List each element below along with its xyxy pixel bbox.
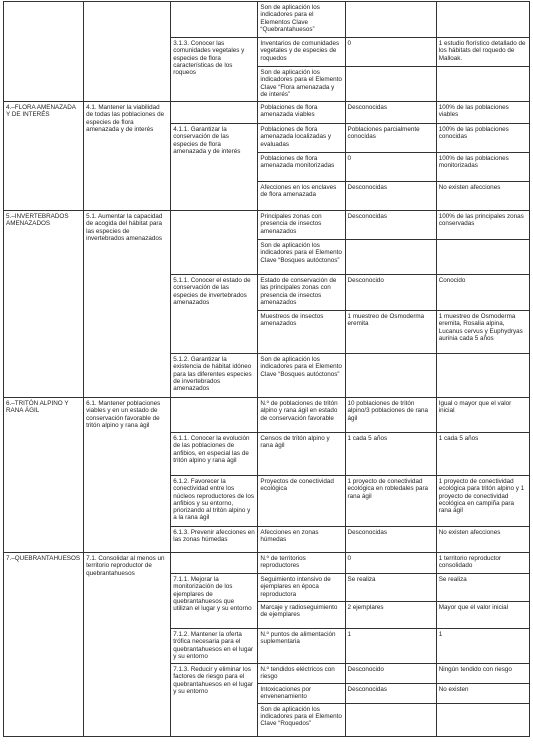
indicator-cell: Principales zonas con presencia de insectos amenazados [258,211,345,240]
action-cell [171,102,258,124]
target-value-cell [436,354,529,398]
initial-value-cell: Desconocidas [345,102,436,124]
action-cell [171,211,258,275]
target-value-cell: Se realiza [436,574,529,602]
action-cell: 5.1.2. Garantizar la existencia de hábitat idóneo para las diferentes especies de invertebrados amenazados [171,354,258,398]
action-cell [171,553,258,574]
action-cell: 7.1.3. Reducir y eliminar los factores de riesgo para el quebrantahuesos en el lugar y su entorno [171,664,258,737]
target-value-cell: No existen afecciones [436,527,529,553]
target-value-cell [436,703,529,736]
target-value-cell: Ningún tendido con riesgo [436,664,529,684]
initial-value-cell: Se realiza [345,574,436,602]
target-value-cell [436,240,529,275]
indicator-cell: Poblaciones de flora amenazada viables [258,102,345,124]
action-cell: 6.1.1. Conocer la evolución de las poblaciones de anfibios, en especial las de tritón alpino y rana ágil [171,433,258,476]
target-value-cell: 1 proyecto de conectividad ecológica para tritón alpino y 1 proyecto de conectividad ecológica en campiña para rana ágil [436,476,529,527]
initial-value-cell [345,703,436,736]
initial-value-cell [345,354,436,398]
target-value-cell: 1 [436,629,529,664]
indicator-cell: Afecciones en zonas húmedas [258,527,345,553]
initial-value-cell: 0 [345,553,436,574]
indicator-cell: Censos de tritón alpino y rana ágil [258,433,345,476]
target-value-cell: Conocido [436,275,529,311]
target-value-cell: 1 muestreo de Osmoderma eremita, Rosalia alpina, Lucanus cervus y Euphydryas aurinia cada 5 años [436,311,529,354]
target-value-cell: 1 estudio florístico detallado de los hábitats del roquedo de Malloak. [436,38,529,67]
indicator-cell: Son de aplicación los indicadores para el Elemento Clave “Bosques autóctonos” [258,240,345,275]
element-cell: 4.–FLORA AMENAZADA Y DE INTERÉS [4,102,84,211]
objective-cell: 6.1. Mantener poblaciones viables y en un estado de conservación favorable de tritón alpino y rana ágil [84,398,171,553]
element-cell: 6.–TRITÓN ALPINO Y RANA ÁGIL [4,398,84,553]
target-value-cell: 1 cada 5 años [436,433,529,476]
initial-value-cell: 2 ejemplares [345,602,436,629]
initial-value-cell: 0 [345,153,436,182]
initial-value-cell: 1 muestreo de Osmoderma eremita [345,311,436,354]
initial-value-cell: Poblaciones parcialmente conocidas [345,124,436,153]
target-value-cell [436,2,529,38]
target-value-cell: 100% de las poblaciones conocidas [436,124,529,153]
initial-value-cell [345,240,436,275]
indicator-cell: Inventarios de comunidades vegetales y de especies de roquedos [258,38,345,67]
indicator-cell: N.º tendidos eléctricos con riesgo [258,664,345,684]
indicator-cell: Son de aplicación los indicadores para el Elementos Clave “Quebrantahuesos” [258,2,345,38]
indicator-cell: Poblaciones de flora amenazada localizadas y evaluadas [258,124,345,153]
indicator-cell: Seguimiento intensivo de ejemplares en época reproductora [258,574,345,602]
objective-cell: 4.1. Mantener la viabilidad de todas las poblaciones de especies de flora amenazada y de interés [84,102,171,211]
target-value-cell: No existen afecciones [436,182,529,211]
indicator-cell: Intoxicaciones por envenenamiento [258,683,345,703]
initial-value-cell: 1 cada 5 años [345,433,436,476]
indicator-cell: N.º puntos de alimentación suplementaria [258,629,345,664]
initial-value-cell: Desconocido [345,664,436,684]
indicator-cell: N.º de poblaciones de tritón alpino y rana ágil en estado de conservación favorable [258,398,345,433]
action-cell: 4.1.1. Garantizar la conservación de las especies de flora amenazada y de interés [171,124,258,211]
action-cell: 6.1.3. Prevenir afecciones en las zonas húmedas [171,527,258,553]
action-cell: 3.1.3. Conocer las comunidades vegetales y especies de flora características de los roqueos [171,38,258,102]
initial-value-cell: Desconocidas [345,211,436,240]
element-cell [4,2,84,102]
objective-cell: 7.1. Consolidar al menos un territorio reproductor de quebrantahuesos [84,553,171,737]
table-row [4,2,530,38]
table-row [4,211,530,240]
initial-value-cell [345,67,436,102]
indicator-cell: Poblaciones de flora amenazada monitorizadas [258,153,345,182]
action-cell [171,2,258,38]
target-value-cell [436,67,529,102]
indicator-cell: N.º de territorios reproductores [258,553,345,574]
initial-value-cell: 10 poblaciones de tritón alpino/3 poblaciones de rana ágil [345,398,436,433]
indicator-cell: Son de aplicación los indicadores para el Elemento Clave “Roquedos” [258,703,345,736]
action-cell: 6.1.2. Favorecer la conectividad entre los núcleos reproductores de los anfibios y su entorno, priorizando al tritón alpino y a la rana ágil [171,476,258,527]
indicator-cell: Afecciones en los enclaves de flora amenazada [258,182,345,211]
action-cell: 5.1.1. Conocer el estado de conservación de las especies de invertebrados amenazados [171,275,258,354]
table-row [4,102,530,124]
indicator-cell: Estado de conservación de las principales zonas con presencia de insectos amenazados [258,275,345,311]
initial-value-cell: Desconocidas [345,683,436,703]
action-cell: 7.1.2. Mantener la oferta trófica necesaria para el quebrantahuesos en el lugar y su entorno [171,629,258,664]
indicator-cell: Son de aplicación los indicadores para el Elemento Clave “Bosques autóctonos” [258,354,345,398]
element-cell: 5.–INVERTEBRADOS AMENAZADOS [4,211,84,398]
action-cell [171,398,258,433]
indicator-cell: Marcaje y radioseguimiento de ejemplares [258,602,345,629]
initial-value-cell: Desconocidas [345,527,436,553]
indicator-cell: Proyectos de conectividad ecológica [258,476,345,527]
target-value-cell: Mayor que el valor inicial [436,602,529,629]
target-value-cell: 100% de las poblaciones viables [436,102,529,124]
table-row [4,398,530,433]
initial-value-cell: 1 [345,629,436,664]
table-row [4,553,530,574]
target-value-cell: 1 territorio reproductor consolidado [436,553,529,574]
target-value-cell: 100% de las principales zonas conservadas [436,211,529,240]
initial-value-cell: Desconocidas [345,182,436,211]
target-value-cell: No existen [436,683,529,703]
initial-value-cell: 0 [345,38,436,67]
objective-cell [84,2,171,102]
objectives-indicators-table [3,1,530,737]
initial-value-cell [345,2,436,38]
target-value-cell: Igual o mayor que el valor inicial [436,398,529,433]
initial-value-cell: Desconocido [345,275,436,311]
action-cell: 7.1.1. Mejorar la monitorización de los ejemplares de quebrantahuesos que utilizan el lugar y su entorno [171,574,258,629]
indicator-cell: Muestreos de insectos amenazados [258,311,345,354]
indicator-cell: Son de aplicación los indicadores para el Elemento Clave “Flora amenazada y de interés” [258,67,345,102]
element-cell: 7.–QUEBRANTAHUESOS [4,553,84,737]
initial-value-cell: 1 proyecto de conectividad ecológica en robledales para rana ágil [345,476,436,527]
target-value-cell: 100% de las poblaciones monitorizadas [436,153,529,182]
objective-cell: 5.1. Aumentar la capacidad de acogida del hábitat para las especies de invertebrados amenazados [84,211,171,398]
